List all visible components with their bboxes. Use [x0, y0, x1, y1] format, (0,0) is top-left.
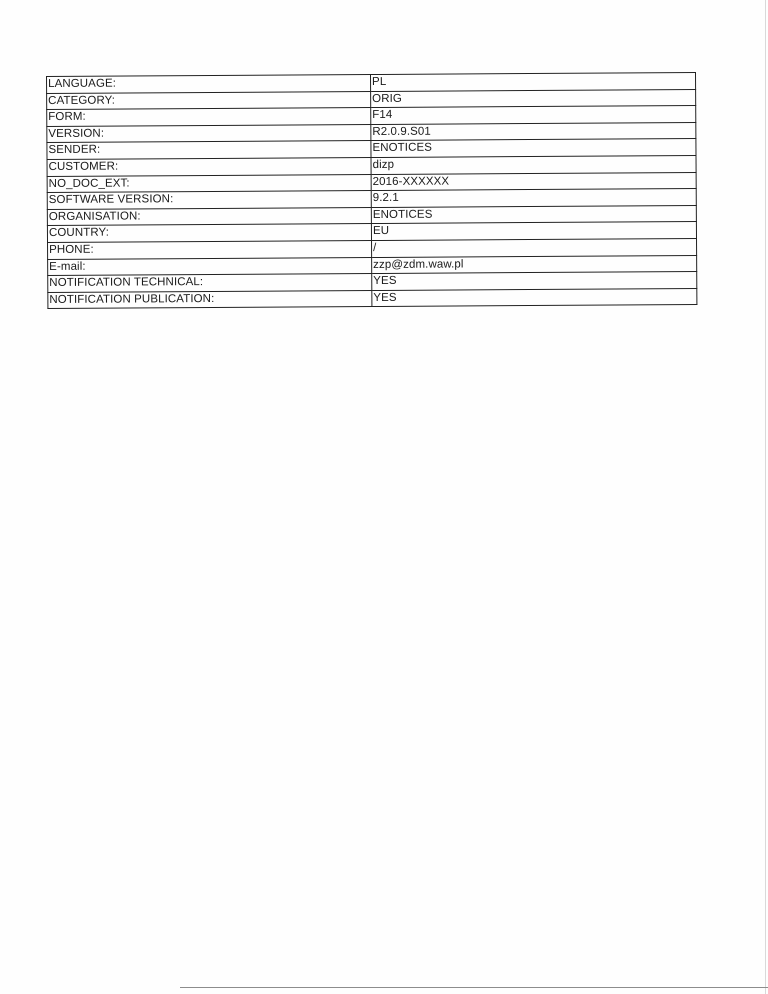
row-label: COUNTRY: — [47, 224, 371, 243]
row-value: ENOTICES — [371, 205, 696, 224]
row-value: R2.0.9.S01 — [371, 122, 696, 141]
row-label: LANGUAGE: — [47, 75, 371, 94]
row-label: NO_DOC_EXT: — [47, 174, 371, 193]
row-value: EU — [371, 222, 696, 241]
row-label: SENDER: — [47, 141, 371, 160]
row-value: YES — [372, 288, 697, 307]
row-value: dizp — [371, 155, 696, 174]
row-label: PHONE: — [48, 240, 372, 259]
row-value: 2016-XXXXXX — [371, 172, 696, 191]
page-bottom-edge — [180, 987, 768, 988]
row-value: / — [372, 238, 697, 257]
row-label: CATEGORY: — [47, 91, 371, 110]
row-label: FORM: — [47, 108, 371, 127]
submission-metadata-table — [46, 72, 697, 309]
row-value: YES — [372, 272, 697, 291]
row-value: ORIG — [371, 89, 696, 108]
row-value: PL — [370, 73, 695, 92]
row-label: ORGANISATION: — [47, 207, 371, 226]
row-label: CUSTOMER: — [47, 157, 371, 176]
page-right-edge — [765, 0, 766, 994]
row-value: 9.2.1 — [371, 189, 696, 208]
row-value: F14 — [371, 106, 696, 125]
row-label: NOTIFICATION TECHNICAL: — [48, 274, 372, 293]
row-label: SOFTWARE VERSION: — [47, 191, 371, 210]
row-label: E-mail: — [48, 257, 372, 276]
row-label: NOTIFICATION PUBLICATION: — [48, 290, 372, 309]
row-value: zzp@zdm.waw.pl — [372, 255, 697, 274]
row-value: ENOTICES — [371, 139, 696, 158]
table-row — [48, 288, 697, 309]
row-label: VERSION: — [47, 124, 371, 143]
